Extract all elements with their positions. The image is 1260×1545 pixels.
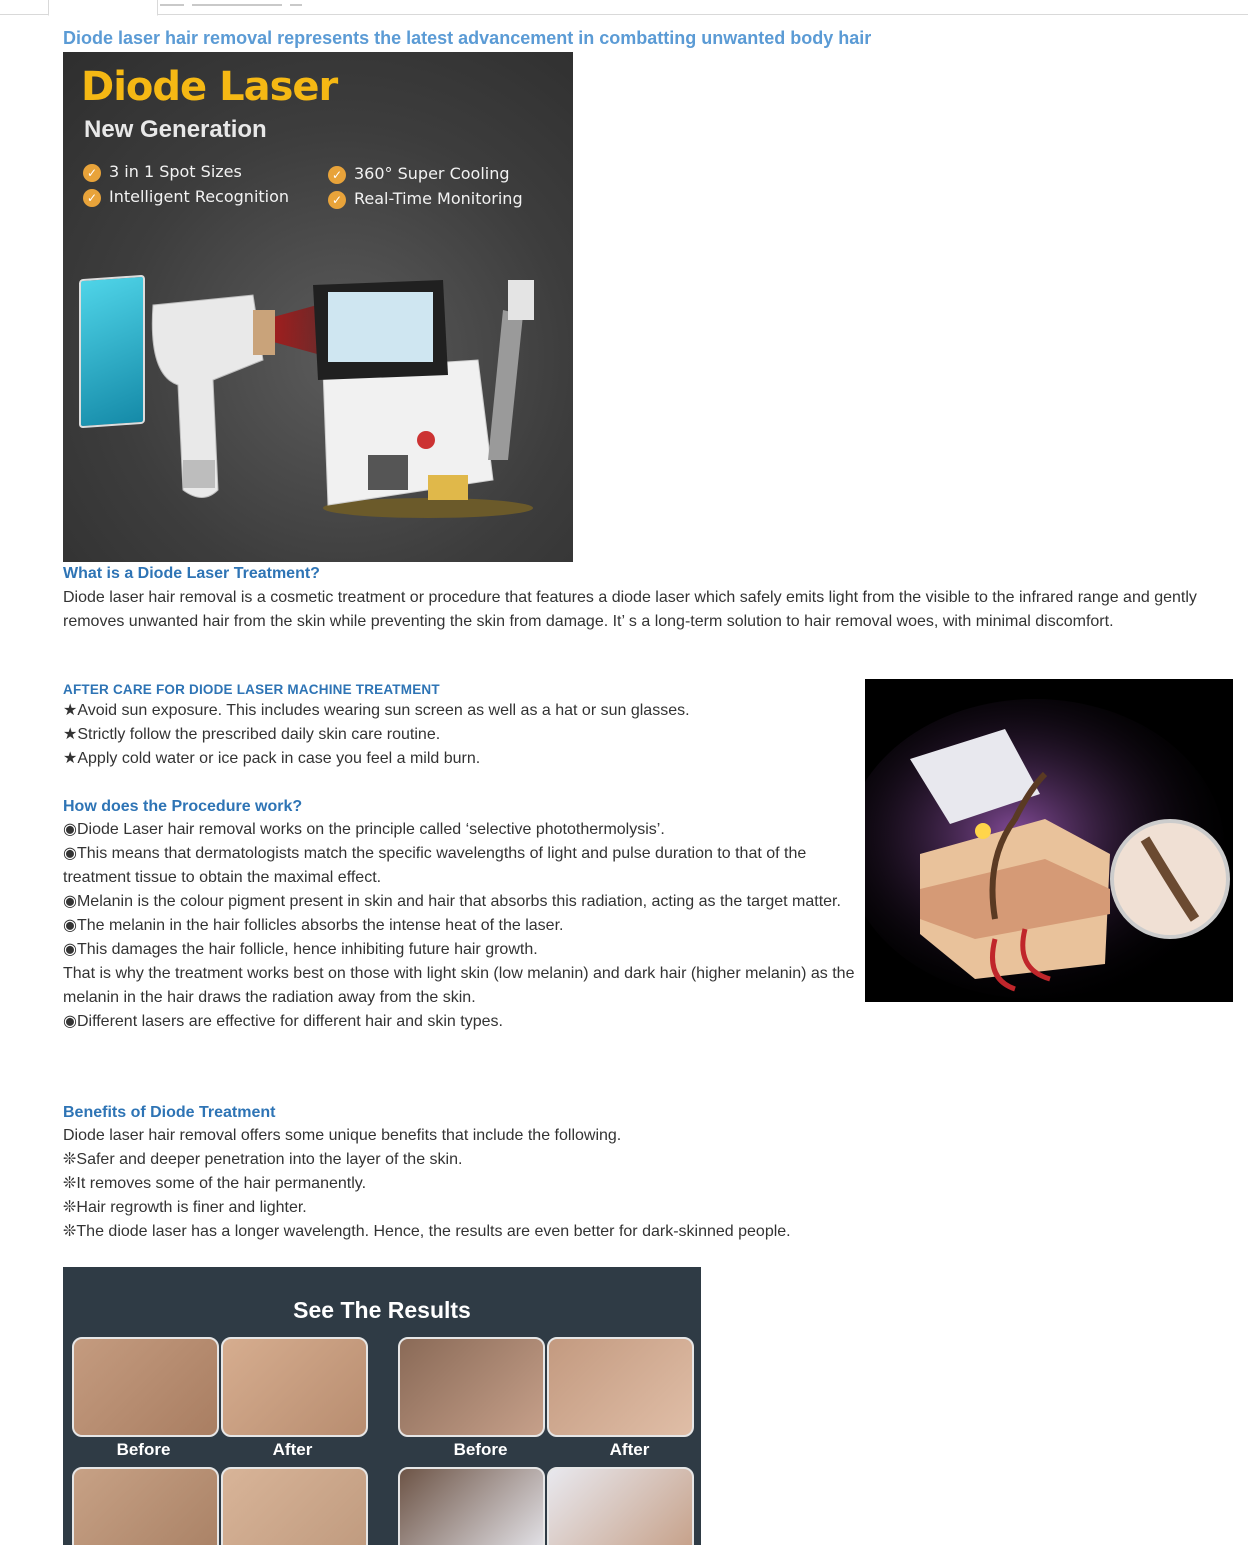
list-item: ❊Hair regrowth is finer and lighter. [63,1199,307,1216]
before-label: Before [116,1440,171,1459]
check-icon: ✓ [83,164,101,182]
check-icon: ✓ [328,166,346,184]
results-image [63,1267,701,1545]
list-item: ❊Safer and deeper penetration into the layer of the skin. [63,1151,463,1168]
before-label: Before [453,1440,508,1459]
check-icon: ✓ [83,189,101,207]
section-heading: What is a Diode Laser Treatment? [63,565,320,582]
after-label: After [609,1440,650,1459]
after-photo [221,1467,368,1545]
list-item: ★Avoid sun exposure. This includes wearing sun screen as well as a hat or sun glasses. [63,702,690,719]
after-label: After [272,1440,313,1459]
list-item: ◉This means that dermatologists match the specific wavelengths of light and pulse duration to that of the treatment tissue to obtain the maximal effect. [63,845,807,886]
hero-feature: ✓ Real-Time Monitoring [328,189,523,209]
list-item: ◉The melanin in the hair follicles absorbs the intense heat of the laser. [63,917,564,934]
list-item: ◉Diode Laser hair removal works on the principle called ‘selective photothermolysis’. [63,821,665,838]
page-headline: Diode laser hair removal represents the latest advancement in combatting unwanted body hair [63,28,872,48]
list-item: ❊It removes some of the hair permanently. [63,1175,367,1192]
list-item: ★Strictly follow the prescribed daily skin care routine. [63,726,441,743]
hero-product-image [63,52,573,562]
laser-machine-illustration [308,280,538,520]
before-photo [72,1467,219,1545]
section-benefits [63,1104,1223,1244]
after-photo [547,1467,694,1545]
hero-subtitle: New Generation [84,116,267,143]
hair-follicle-illustration [865,679,1233,1002]
tab-strip [0,0,1260,16]
results-title: See The Results [293,1297,471,1323]
section-heading: AFTER CARE FOR DIODE LASER MACHINE TREATMENT [63,682,440,697]
after-photo [547,1337,694,1437]
handpiece-screen-illustration [79,275,145,429]
section-paragraph: Diode laser hair removal offers some unique benefits that include the following. [63,1127,622,1144]
tab-active[interactable] [48,0,158,16]
tab-inactive[interactable] [160,0,380,14]
check-icon: ✓ [328,191,346,209]
section-paragraph: Diode laser hair removal is a cosmetic treatment or procedure that features a diode laser which safely emits light from the visible to the infrared range and gently removes unwanted hair from the skin while preventing the skin from damage. It’ s a long-term solution to hair removal woes, with minimal discomfort. [63,589,1197,630]
before-photo [72,1337,219,1437]
hero-brand-text: Diode Laser [81,64,338,110]
section-procedure [63,798,858,1034]
section-aftercare [63,682,853,771]
tab-strip-divider [0,14,1248,15]
hero-feature: ✓ 3 in 1 Spot Sizes [83,162,242,182]
section-heading: Benefits of Diode Treatment [63,1104,276,1121]
hero-feature: ✓ 360° Super Cooling [328,164,510,184]
list-item: ◉This damages the hair follicle, hence inhibiting future hair growth. [63,941,538,958]
before-photo [398,1337,545,1437]
after-photo [221,1337,368,1437]
list-item: ◉Melanin is the colour pigment present in skin and hair that absorbs this radiation, acting as the target matter. [63,893,841,910]
list-item: That is why the treatment works best on those with light skin (low melanin) and dark hair (higher melanin) as the melanin in the hair draws the radiation away from the skin. [63,965,855,1006]
list-item: ★Apply cold water or ice pack in case you feel a mild burn. [63,750,481,767]
before-photo [398,1467,545,1545]
laser-handpiece-illustration [143,290,283,505]
hero-feature: ✓ Intelligent Recognition [83,187,289,207]
list-item: ◉Different lasers are effective for different hair and skin types. [63,1013,503,1030]
list-item: ❊The diode laser has a longer wavelength. Hence, the results are even better for dark-skinned people. [63,1223,791,1240]
section-heading: How does the Procedure work? [63,798,303,815]
section-what-is [63,565,1223,634]
skin-diagram-image [865,679,1233,1002]
